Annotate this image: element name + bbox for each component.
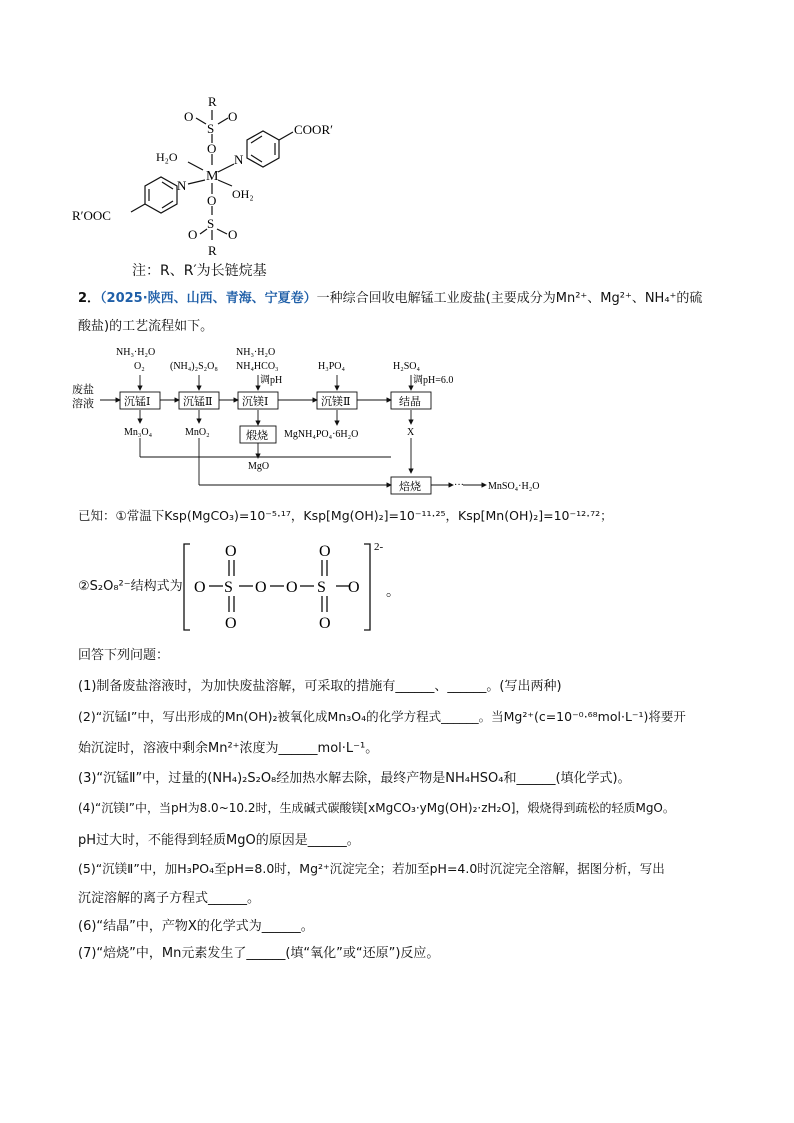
box-mg-precip-2: 沉镁Ⅱ (321, 396, 351, 408)
question-5-line2: 沉淀溶解的离子方程式______。 (78, 891, 261, 906)
question2-intro (78, 290, 702, 308)
known-line1: 已知：①常温下Ksp(MgCO₃)=10⁻⁵·¹⁷，Ksp[Mg(OH)₂]=10⁻¹¹·²⁵，Ksp[Mn(OH)₂]=10⁻¹²·⁷²； (78, 508, 613, 523)
box-mg-precip-1: 沉镁Ⅰ (242, 396, 269, 408)
box-mn-precip-1: 沉锰Ⅰ (124, 396, 151, 408)
box-roast: 焙烧 (399, 481, 421, 493)
known-line2-prefix: ②S₂O₈²⁻结构式为 (78, 579, 183, 594)
atom-s-1: S (224, 579, 233, 596)
product-mno2: MnO₂ (185, 427, 210, 438)
structure-note: 注：R、R′为长链烷基 (132, 263, 267, 279)
atom-o-top-2: O (319, 543, 331, 560)
o-top-right: O (228, 109, 238, 124)
atom-o-right: O (348, 579, 360, 596)
complex-structure-diagram (60, 88, 380, 258)
ion-charge: 2- (374, 541, 384, 553)
atom-o-bridge-1: O (255, 579, 267, 596)
flow-dots: ··· (454, 480, 464, 491)
r-ooc-left-label: R′OOC (72, 208, 111, 223)
atom-s-2: S (317, 579, 326, 596)
atom-o-bridge-2: O (286, 579, 298, 596)
atom-o-bottom-1: O (225, 615, 237, 632)
atom-o-top-1: O (225, 543, 237, 560)
atom-o-bottom-2: O (319, 615, 331, 632)
o-top-left: O (184, 109, 194, 124)
question-1: (1)制备废盐溶液时，为加快废盐溶解，可采取的措施有______、______。(写出两种) (78, 679, 562, 694)
reagent3-line2: NH₄HCO₃ (236, 361, 279, 372)
r-bottom-label: R (208, 243, 217, 258)
question-number: 2． (78, 291, 101, 306)
question-source: （2025·陕西、山西、青海、宁夏卷） (100, 291, 317, 306)
box-calcine: 煅烧 (246, 430, 268, 442)
reagent1-line2: O₂ (134, 361, 145, 372)
product-mn3o4: Mn₃O₄ (124, 427, 153, 438)
intro-line1: 一种综合回收电解锰工业废盐(主要成分为Mn²⁺、Mg²⁺、NH₄⁺的硫 (316, 291, 703, 306)
s-bottom-label: S (207, 216, 215, 231)
s-top-label: S (207, 121, 215, 136)
h2o-label: H₂O (156, 150, 178, 164)
question-6: (6)“结晶”中，产物X的化学式为______。 (78, 919, 314, 934)
reagent5-line2: 调pH=6.0 (413, 375, 454, 386)
feed-label-2: 溶液 (72, 398, 94, 410)
product-x: X (407, 427, 415, 438)
reagent3-line3: 调pH (260, 375, 283, 386)
reagent3-line1: NH₃·H₂O (236, 347, 276, 358)
feed-label-1: 废盐 (72, 384, 94, 396)
box-mn-precip-2: 沉锰Ⅱ (183, 396, 213, 408)
question-2-line1: (2)“沉锰Ⅰ”中，写出形成的Mn(OH)₂被氧化成Mn₃O₄的化学方程式______。当Mg²⁺(c=10⁻⁰·⁶⁸mol·L⁻¹)将要开 (78, 709, 686, 724)
n-right-label: N (234, 152, 244, 167)
question-3: (3)“沉锰Ⅱ”中，过量的(NH₄)₂S₂O₈经加热水解去除，最终产物是NH₄HSO₄和______(填化学式)。 (78, 771, 631, 786)
answer-intro: 回答下列问题： (78, 648, 170, 663)
product-mgo: MgO (248, 461, 270, 472)
reagent5-line1: H₂SO₄ (393, 361, 420, 372)
o-top-bridge: O (207, 141, 217, 156)
atom-o-left: O (194, 579, 206, 596)
reagent1-line1: NH₃·H₂O (116, 347, 156, 358)
metal-label: M (206, 169, 219, 184)
o-bottom-left: O (188, 227, 198, 242)
question-7: (7)“焙烧”中，Mn元素发生了______(填“氧化”或“还原”)反应。 (78, 946, 440, 961)
n-left-label: N (177, 178, 187, 193)
process-flow-diagram (68, 345, 568, 500)
question-4-line2: pH过大时，不能得到轻质MgO的原因是______。 (78, 833, 360, 848)
persulfate-structure (176, 538, 416, 638)
coor-right-label: COOR′ (294, 122, 333, 137)
r-top-label: R (208, 94, 217, 109)
question-4-line1: (4)“沉镁Ⅰ”中，当pH为8.0~10.2时，生成碱式碳酸镁[xMgCO₃·yMg(OH)₂·zH₂O]，煅烧得到疏松的轻质MgO。 (78, 801, 675, 815)
o-bottom-bridge: O (207, 193, 217, 208)
box-crystallize: 结晶 (399, 396, 421, 408)
oh2-label: OH₂ (232, 187, 254, 201)
product-struvite: MgNH₄PO₄·6H₂O (284, 429, 359, 440)
intro-line2: 酸盐)的工艺流程如下。 (78, 319, 214, 334)
o-bottom-right: O (228, 227, 238, 242)
reagent4: H₃PO₄ (318, 361, 345, 372)
final-product: MnSO₄·H₂O (488, 481, 540, 492)
question-2-line2: 始沉淀时，溶液中剩余Mn²⁺浓度为______mol·L⁻¹。 (78, 741, 379, 756)
structure-period: 。 (386, 585, 400, 600)
question-5-line1: (5)“沉镁Ⅱ”中，加H₃PO₄至pH=8.0时，Mg²⁺沉淀完全；若加至pH=4.0时沉淀完全溶解，据图分析，写出 (78, 861, 665, 876)
reagent2: (NH₄)₂S₂O₈ (170, 361, 218, 372)
